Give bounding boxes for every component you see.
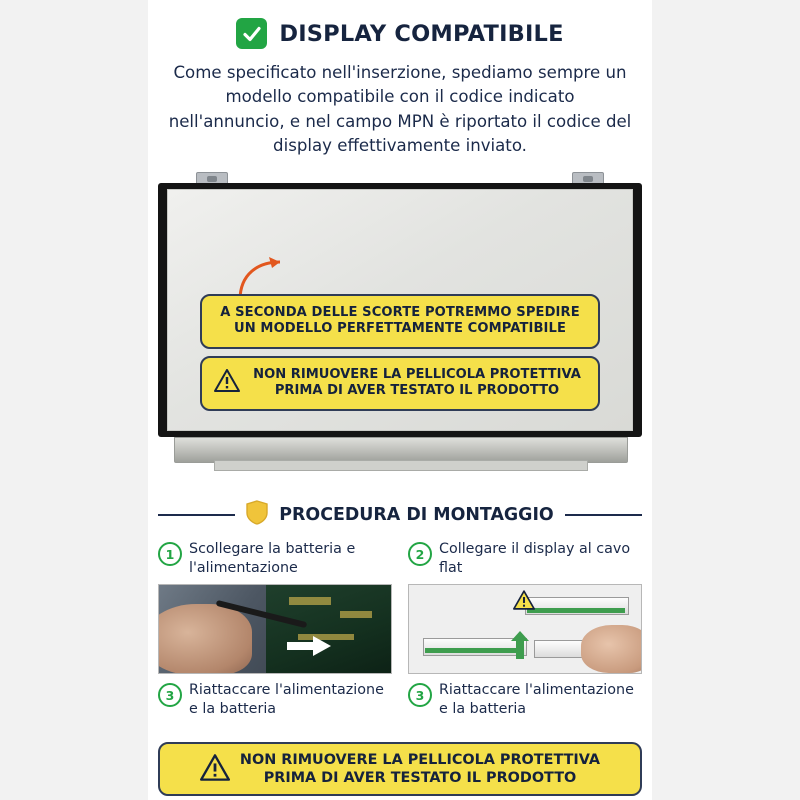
step-text: Riattaccare l'alimentazione e la batteria [439,682,634,717]
step-3-right [408,681,642,721]
white-arrow-icon [287,636,331,660]
up-arrow-icon [511,631,529,663]
step-number: 3 [158,683,182,707]
step-column-2 [408,540,642,721]
flat-cable-bottom [425,648,522,653]
film-warning-line2: PRIMA DI AVER TESTATO IL PRODOTTO [274,383,560,399]
right-margin [652,0,800,800]
left-margin [0,0,148,800]
step-number: 3 [408,683,432,707]
warning-triangle-icon [513,590,535,614]
photo-disconnect-battery [158,584,392,674]
film-warning-callout [200,356,600,411]
flat-cable-top [527,608,624,613]
step-number: 2 [408,542,432,566]
divider-right [565,514,642,516]
display-panel-illustration [158,172,642,482]
step-text: Scollegare la batteria e l'alimentazione [189,541,356,576]
footer-line2: PRIMA DI AVER TESTATO IL PRODOTTO [263,770,577,786]
shield-icon [246,500,268,529]
hand [158,604,252,674]
step-column-1 [158,540,392,721]
step-3-left [158,681,392,721]
chip [340,611,372,617]
chip [289,597,331,605]
procedure-title: PROCEDURA DI MONTAGGIO [279,504,554,525]
hand [581,625,642,673]
film-warning-line1: NON RIMUOVERE LA PELLICOLA PROTETTIVA [253,367,581,382]
title-row [148,18,652,49]
panel-foot-strip [214,460,588,471]
step-text: Collegare il display al cavo flat [439,541,631,576]
compatibility-callout: A SECONDA DELLE SCORTE POTREMMO SPEDIRE UN MODELLO PERFETTAMENTE COMPATIBILE [200,294,600,349]
film-warning-text [248,367,586,400]
procedure-steps [158,540,642,721]
check-icon [236,18,267,49]
step-number: 1 [158,542,182,566]
procedure-heading [158,500,642,529]
header-section [148,18,652,159]
step-2 [408,540,642,580]
intro-paragraph: Come specificato nell'inserzione, spediamo sempre un modello compatibile con il codice indicato nell'annuncio, e nel campo MPN è riportato il codice del display effettivamente inviato. [168,63,632,156]
warning-triangle-icon [200,754,230,785]
divider-left [158,514,235,516]
photo-connect-flat-cable [408,584,642,674]
footer-warning-banner [158,742,642,796]
step-text: Riattaccare l'alimentazione e la batteria [189,682,384,717]
page-title: DISPLAY COMPATIBILE [279,20,564,47]
footer-warning-text [240,751,600,788]
footer-line1: NON RIMUOVERE LA PELLICOLA PROTETTIVA [239,751,601,768]
content-sheet [148,0,652,800]
step-1 [158,540,392,580]
warning-triangle-icon [214,369,240,397]
